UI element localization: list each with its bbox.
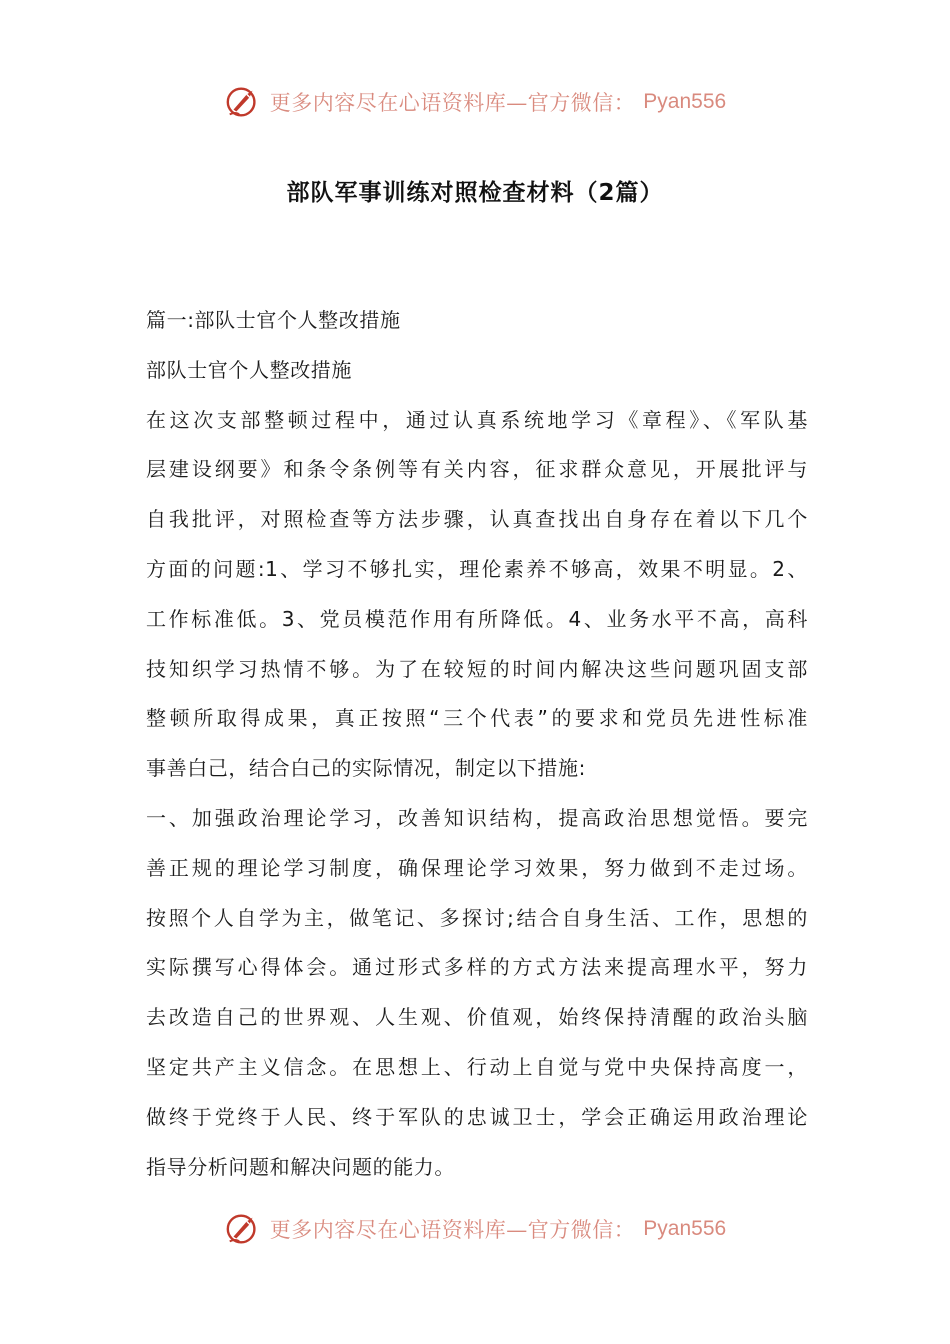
body-line: 坚定共产主义信念。在思想上、行动上自觉与党中央保持高度一， <box>146 1054 808 1079</box>
subsection-heading: 部队士官个人整改措施 <box>146 357 352 382</box>
watermark-wechat-id: Pyan556 <box>643 1217 727 1240</box>
body-line: 实际撰写心得体会。通过形式多样的方式方法来提高理水平，努力 <box>146 955 808 980</box>
body-line: 技知织学习热情不够。为了在较短的时间内解决这些问题巩固支部 <box>146 656 808 681</box>
body-line: 工作标准低。3、党员模范作用有所降低。4、业务水平不高，高科 <box>146 606 808 631</box>
document-title: 部队军事训练对照检查材料（2篇） <box>286 180 664 206</box>
watermark-wechat-id: Pyan556 <box>643 90 727 113</box>
body-line: 自我批评，对照检查等方法步骤，认真查找出自身存在着以下几个 <box>146 507 808 532</box>
body-line: 事善白己，结合白己的实际情况，制定以下措施: <box>146 756 586 781</box>
body-line: 去改造自己的世界观、人生观、价值观，始终保持清醒的政治头脑 <box>146 1005 808 1030</box>
document-body <box>146 296 808 1192</box>
header-watermark <box>0 80 950 124</box>
body-line: 做终于党终于人民、终于军队的忠诚卫士，学会正确运用政治理论 <box>146 1104 808 1129</box>
pen-nib-seal-icon <box>224 1210 262 1248</box>
body-line: 方面的问题:1、学习不够扎实，理伦素养不够高，效果不明显。2、 <box>146 556 808 581</box>
watermark-text: 更多内容尽在心语资料库—官方微信： <box>269 1218 636 1242</box>
pen-nib-seal-icon <box>224 83 262 121</box>
footer-watermark <box>0 1207 950 1251</box>
section-heading: 篇一:部队士官个人整改措施 <box>146 308 401 332</box>
body-line: 善正规的理论学习制度，确保理论学习效果，努力做到不走过场。 <box>146 855 808 880</box>
watermark-text: 更多内容尽在心语资料库—官方微信： <box>269 91 636 115</box>
body-line: 指导分析问题和解决问题的能力。 <box>146 1154 455 1179</box>
body-line: 按照个人自学为主，做笔记、多探讨;结合自身生活、工作，思想的 <box>146 905 808 930</box>
body-line: 一、加强政治理论学习，改善知识结构，提高政治思想觉悟。要完 <box>146 805 808 830</box>
body-line: 整顿所取得成果，真正按照“三个代表”的要求和党员先进性标准 <box>146 706 808 731</box>
body-line: 在这次支部整顿过程中，通过认真系统地学习《章程》、《军队基 <box>146 407 808 432</box>
body-line: 层建设纲要》和条令条例等有关内容，征求群众意见，开展批评与 <box>146 457 808 482</box>
